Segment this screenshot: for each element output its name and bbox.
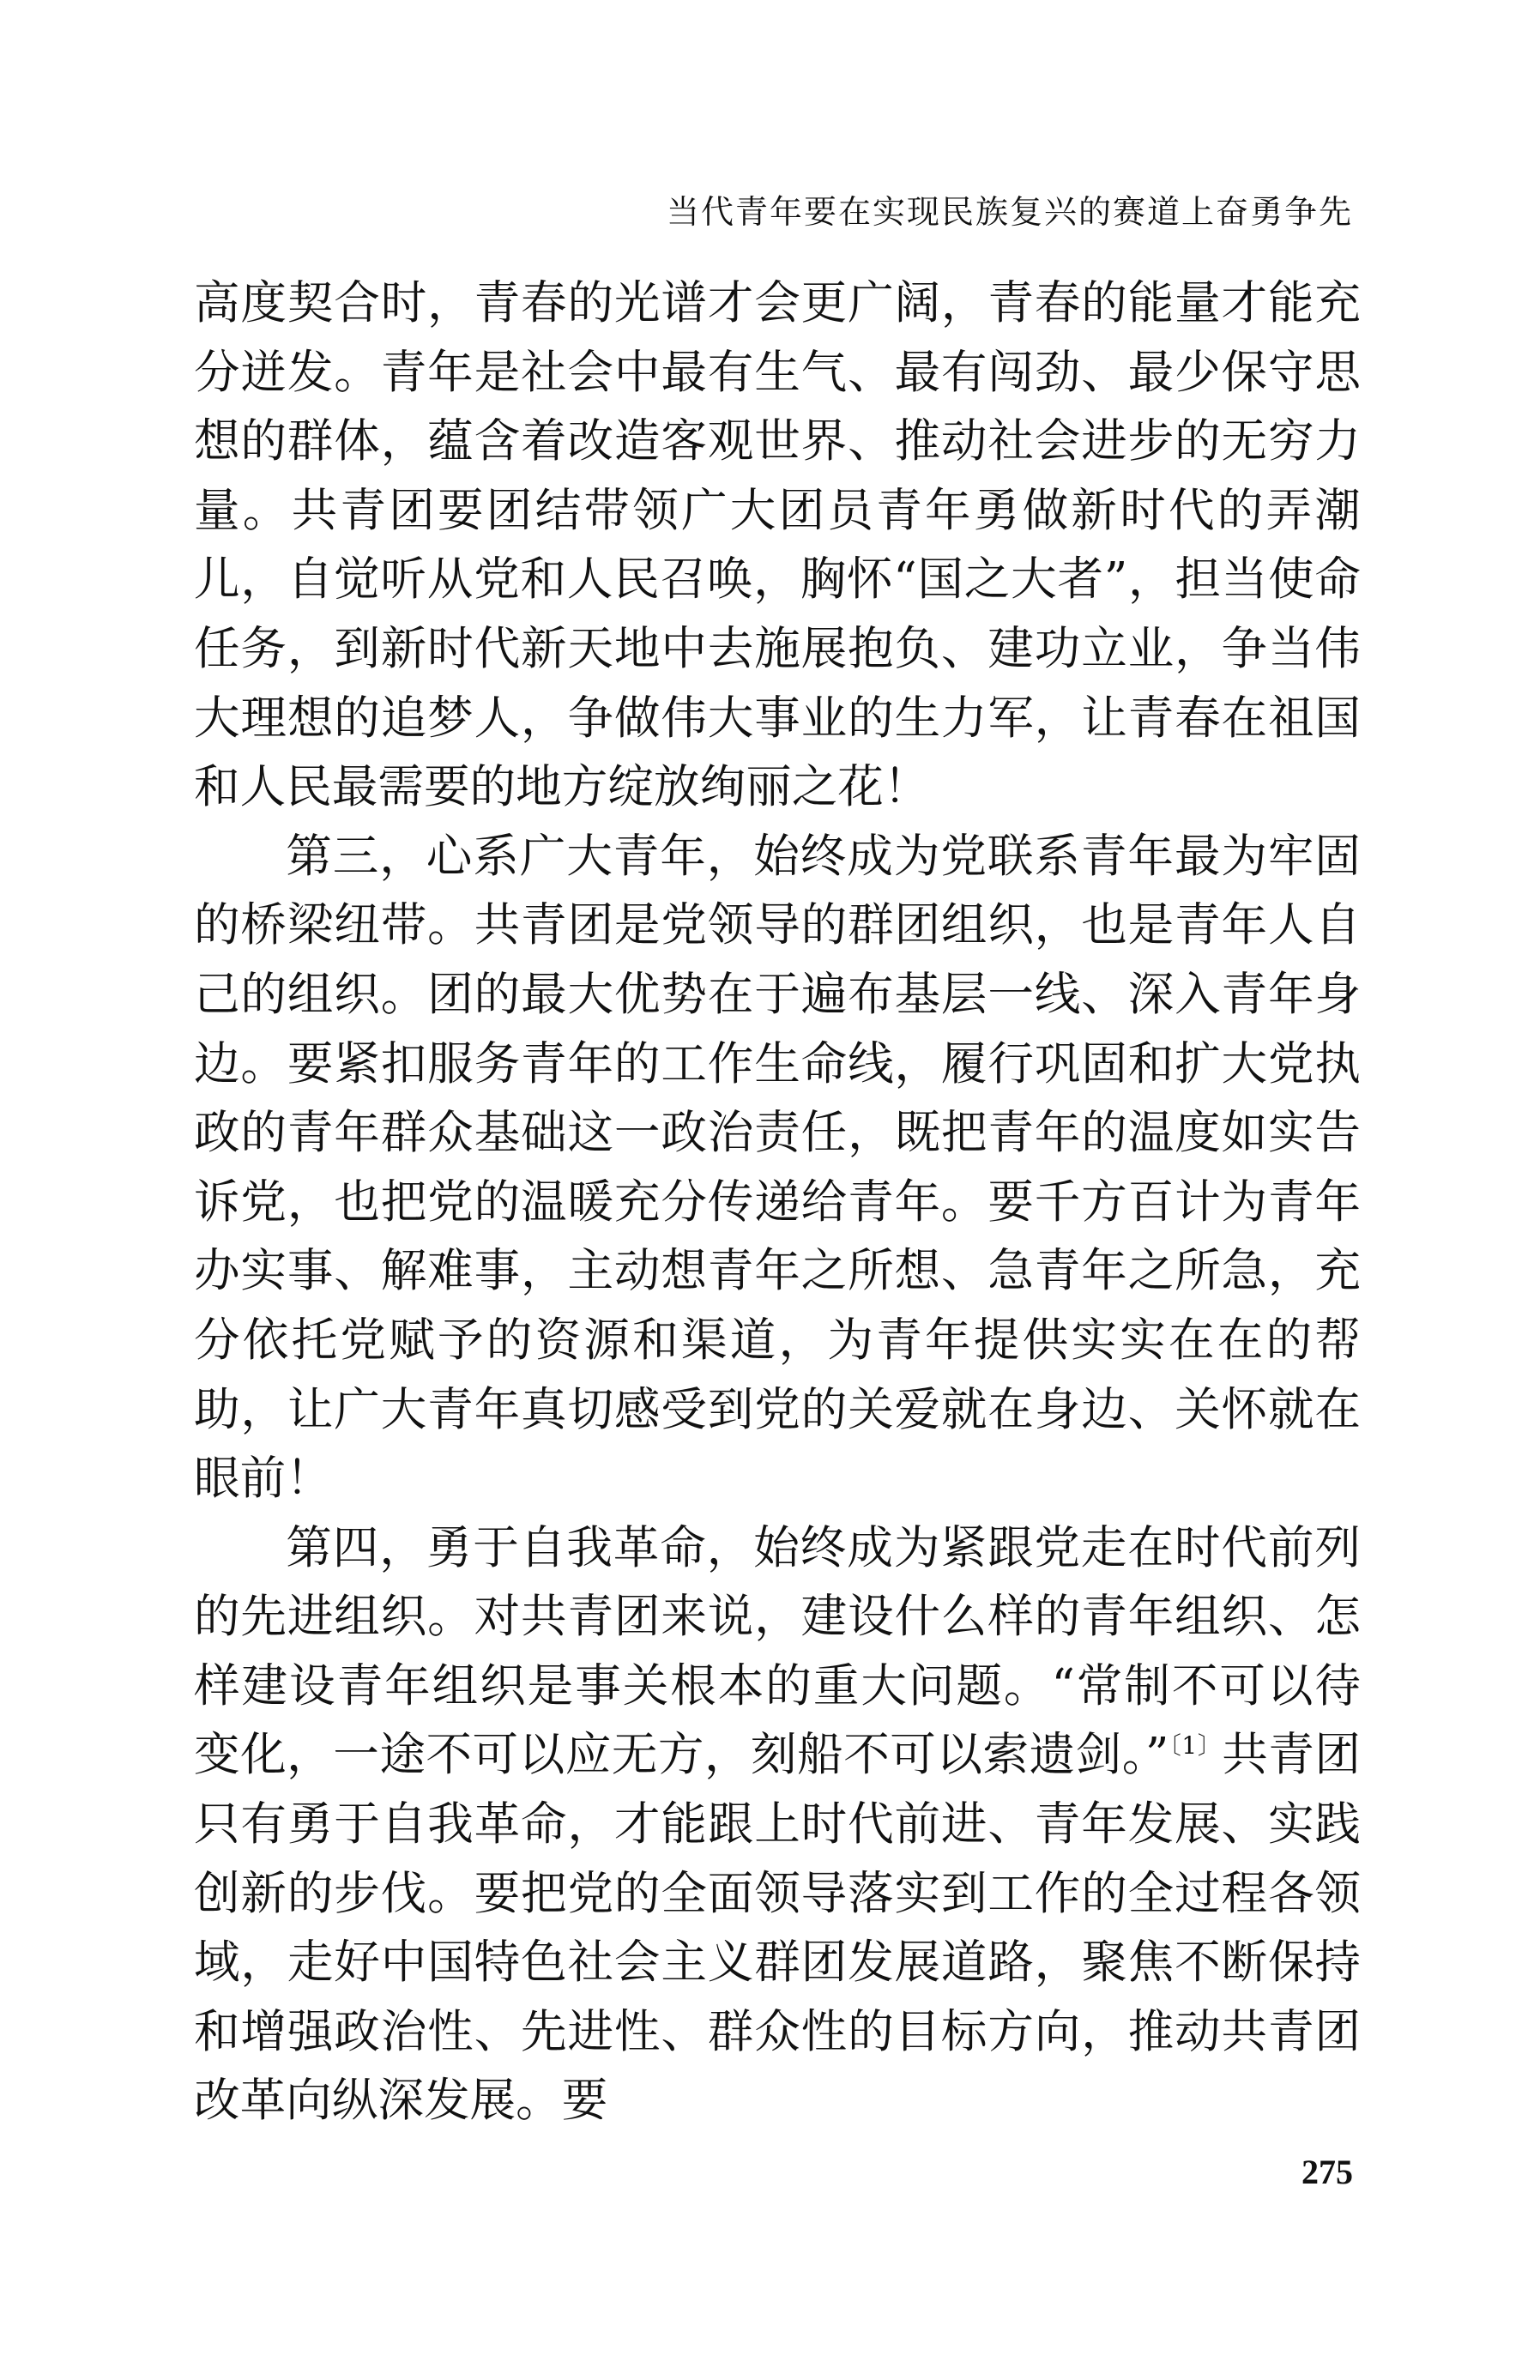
paragraph-text-after-footnote: 共青团只有勇于自我革命，才能跟上时代前进、青年发展、实践创新的步伐。要把党的全面领导落实到工作的全过程各领域，走好中国特色社会主义群团发展道路，聚焦不断保持和增强政治性、先进性、群众性的目标方向，推动共青团改革向纵深发展。要	[194, 1727, 1361, 2128]
paragraph-third-point: 第三，心系广大青年，始终成为党联系青年最为牢固的桥梁纽带。共青团是党领导的群团组织，也是青年人自己的组织。团的最大优势在于遍布基层一线、深入青年身边。要紧扣服务青年的工作生命线，履行巩固和扩大党执政的青年群众基础这一政治责任，既把青年的温度如实告诉党，也把党的温暖充分传递给青年。要千方百计为青年办实事、解难事，主动想青年之所想、急青年之所急，充分依托党赋予的资源和渠道，为青年提供实实在在的帮助，让广大青年真切感受到党的关爱就在身边、关怀就在眼前！	[194, 828, 1361, 1506]
page-number: 275	[1301, 2153, 1353, 2191]
paragraph-continued: 高度契合时，青春的光谱才会更广阔，青春的能量才能充分迸发。青年是社会中最有生气、最有闯劲、最少保守思想的群体，蕴含着改造客观世界、推动社会进步的无穷力量。共青团要团结带领广大团员青年勇做新时代的弄潮儿，自觉听从党和人民召唤，胸怀“国之大者”，担当使命任务，到新时代新天地中去施展抱负、建功立业，争当伟大理想的追梦人，争做伟大事业的生力军，让青春在祖国和人民最需要的地方绽放绚丽之花！	[194, 275, 1361, 814]
paragraph-fourth-point	[194, 1513, 1361, 2135]
body-text	[194, 269, 1361, 2135]
running-header: 当代青年要在实现民族复兴的赛道上奋勇争先	[666, 193, 1353, 231]
paragraph-text-before-footnote: 第四，勇于自我革命，始终成为紧跟党走在时代前列的先进组织。对共青团来说，建设什么样的青年组织、怎样建设青年组织是事关根本的重大问题。“常制不可以待变化，一途不可以应无方，刻船不可以索遗剑。”	[194, 1519, 1361, 1782]
footnote-reference[interactable]: 〔1〕	[1169, 1731, 1223, 1761]
